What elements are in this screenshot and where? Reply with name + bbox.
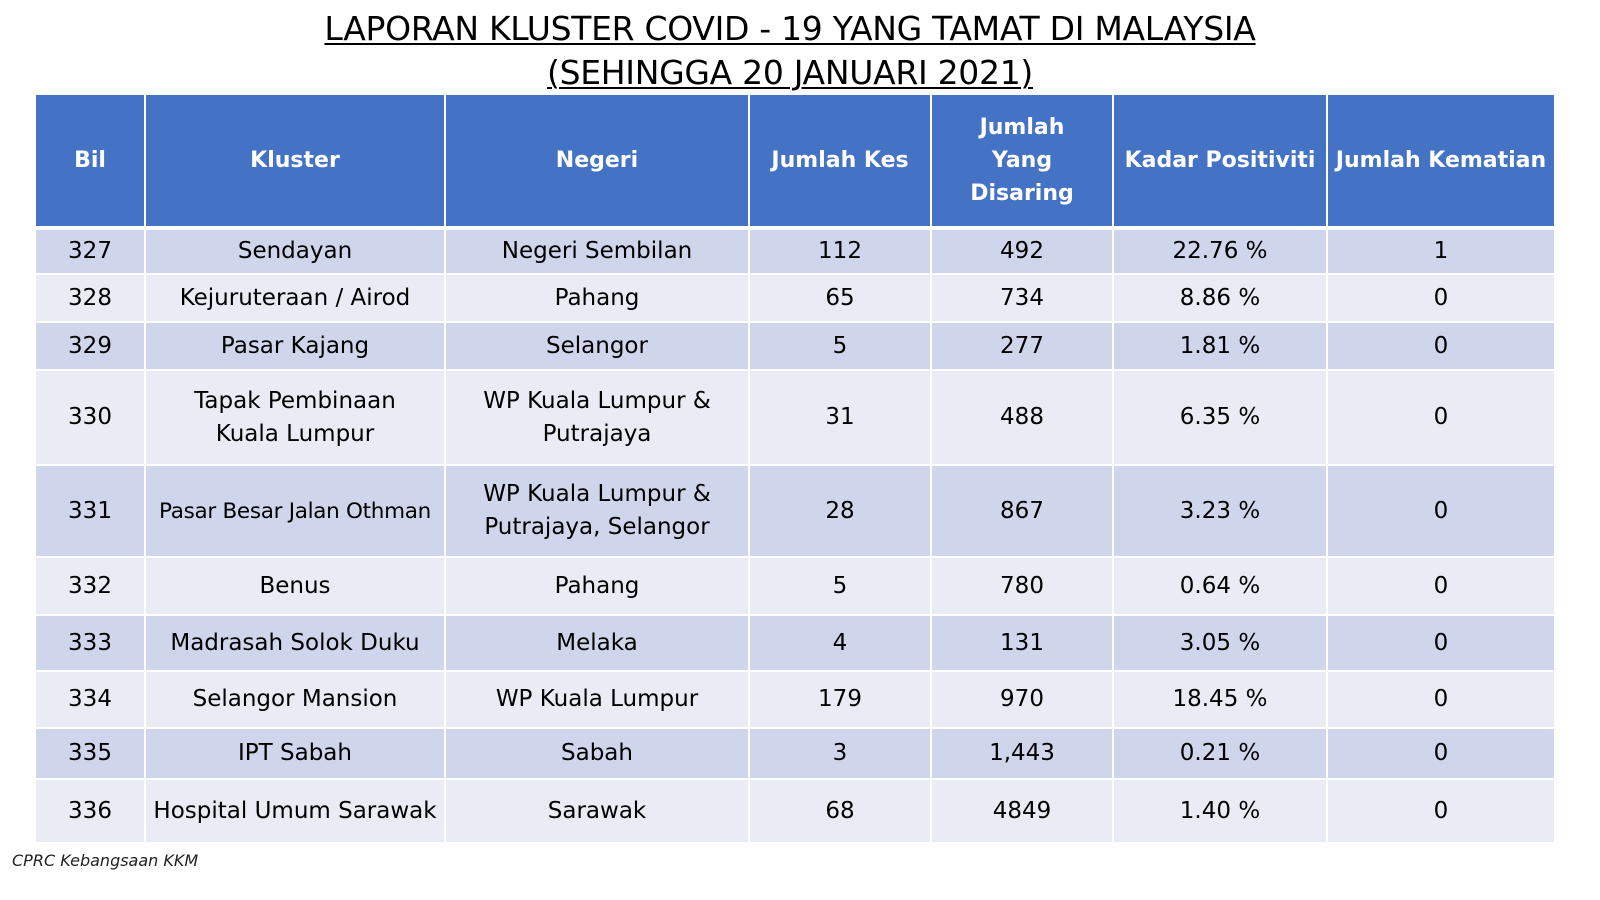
header-jumlah-kes: Jumlah Kes — [749, 95, 931, 228]
header-jumlah-kematian: Jumlah Kematian — [1327, 95, 1555, 228]
cell-kes: 3 — [749, 728, 931, 779]
cell-bil: 335 — [35, 728, 145, 779]
cell-positiviti: 22.76 % — [1113, 228, 1327, 274]
table-row — [35, 274, 1555, 322]
cell-positiviti: 0.64 % — [1113, 557, 1327, 615]
report-title: LAPORAN KLUSTER COVID - 19 YANG TAMAT DI MALAYSIA — [324, 9, 1256, 48]
cell-disaring: 4849 — [931, 779, 1113, 843]
table-row — [35, 465, 1555, 557]
cell-negeri: WP Kuala Lumpur & Putrajaya — [445, 370, 749, 465]
cell-negeri: Sarawak — [445, 779, 749, 843]
cell-kes: 5 — [749, 557, 931, 615]
cell-kluster: Benus — [145, 557, 445, 615]
cell-kes: 28 — [749, 465, 931, 557]
cell-kes: 65 — [749, 274, 931, 322]
report-subtitle: (SEHINGGA 20 JANUARI 2021) — [547, 53, 1033, 92]
cell-kluster: Selangor Mansion — [145, 671, 445, 728]
cell-kematian: 0 — [1327, 465, 1555, 557]
cell-kes: 5 — [749, 322, 931, 370]
cell-positiviti: 18.45 % — [1113, 671, 1327, 728]
cell-kematian: 0 — [1327, 728, 1555, 779]
cell-kes: 4 — [749, 615, 931, 671]
table-row — [35, 370, 1555, 465]
cell-negeri: Pahang — [445, 557, 749, 615]
cell-bil: 327 — [35, 228, 145, 274]
cell-kematian: 0 — [1327, 274, 1555, 322]
header-bil: Bil — [35, 95, 145, 228]
table-row — [35, 322, 1555, 370]
cell-positiviti: 3.05 % — [1113, 615, 1327, 671]
cell-kluster: Pasar Kajang — [145, 322, 445, 370]
cell-negeri: WP Kuala Lumpur & Putrajaya, Selangor — [445, 465, 749, 557]
cell-positiviti: 8.86 % — [1113, 274, 1327, 322]
header-kadar-positiviti: Kadar Positiviti — [1113, 95, 1327, 228]
cell-disaring: 131 — [931, 615, 1113, 671]
cell-bil: 333 — [35, 615, 145, 671]
cell-negeri: WP Kuala Lumpur — [445, 671, 749, 728]
cell-bil: 328 — [35, 274, 145, 322]
cell-negeri: Selangor — [445, 322, 749, 370]
cell-negeri: Melaka — [445, 615, 749, 671]
cell-disaring: 734 — [931, 274, 1113, 322]
table-row — [35, 557, 1555, 615]
cell-kematian: 0 — [1327, 370, 1555, 465]
cell-negeri: Pahang — [445, 274, 749, 322]
cell-bil: 331 — [35, 465, 145, 557]
cell-kluster: Sendayan — [145, 228, 445, 274]
table-row — [35, 615, 1555, 671]
table-row — [35, 228, 1555, 274]
cell-positiviti: 6.35 % — [1113, 370, 1327, 465]
cell-kematian: 0 — [1327, 557, 1555, 615]
cell-kluster: Madrasah Solok Duku — [145, 615, 445, 671]
cell-kematian: 1 — [1327, 228, 1555, 274]
cell-negeri: Sabah — [445, 728, 749, 779]
cell-kluster: IPT Sabah — [145, 728, 445, 779]
cell-kluster: Tapak Pembinaan Kuala Lumpur — [145, 370, 445, 465]
cell-bil: 329 — [35, 322, 145, 370]
cell-positiviti: 1.81 % — [1113, 322, 1327, 370]
cell-disaring: 1,443 — [931, 728, 1113, 779]
cell-disaring: 277 — [931, 322, 1113, 370]
cell-kluster: Kejuruteraan / Airod — [145, 274, 445, 322]
cell-kematian: 0 — [1327, 615, 1555, 671]
cell-kes: 112 — [749, 228, 931, 274]
source-footnote: CPRC Kebangsaan KKM — [12, 851, 199, 870]
cell-positiviti: 3.23 % — [1113, 465, 1327, 557]
cell-disaring: 867 — [931, 465, 1113, 557]
cell-kes: 31 — [749, 370, 931, 465]
table-header-row — [35, 95, 1555, 228]
cluster-table — [34, 95, 1556, 844]
table-row — [35, 728, 1555, 779]
cell-kluster: Hospital Umum Sarawak — [145, 779, 445, 843]
table-row — [35, 671, 1555, 728]
cell-kematian: 0 — [1327, 779, 1555, 843]
cell-disaring: 492 — [931, 228, 1113, 274]
cell-kluster: Pasar Besar Jalan Othman — [145, 465, 445, 557]
cell-kes: 179 — [749, 671, 931, 728]
cell-bil: 332 — [35, 557, 145, 615]
table-row — [35, 779, 1555, 843]
header-kluster: Kluster — [145, 95, 445, 228]
cell-disaring: 780 — [931, 557, 1113, 615]
cell-positiviti: 1.40 % — [1113, 779, 1327, 843]
cell-negeri: Negeri Sembilan — [445, 228, 749, 274]
cell-disaring: 488 — [931, 370, 1113, 465]
header-jumlah-disaring: Jumlah Yang Disaring — [931, 95, 1113, 228]
header-negeri: Negeri — [445, 95, 749, 228]
cell-bil: 336 — [35, 779, 145, 843]
cell-bil: 330 — [35, 370, 145, 465]
cell-kematian: 0 — [1327, 322, 1555, 370]
cell-bil: 334 — [35, 671, 145, 728]
cell-positiviti: 0.21 % — [1113, 728, 1327, 779]
cell-disaring: 970 — [931, 671, 1113, 728]
cell-kematian: 0 — [1327, 671, 1555, 728]
cell-kes: 68 — [749, 779, 931, 843]
